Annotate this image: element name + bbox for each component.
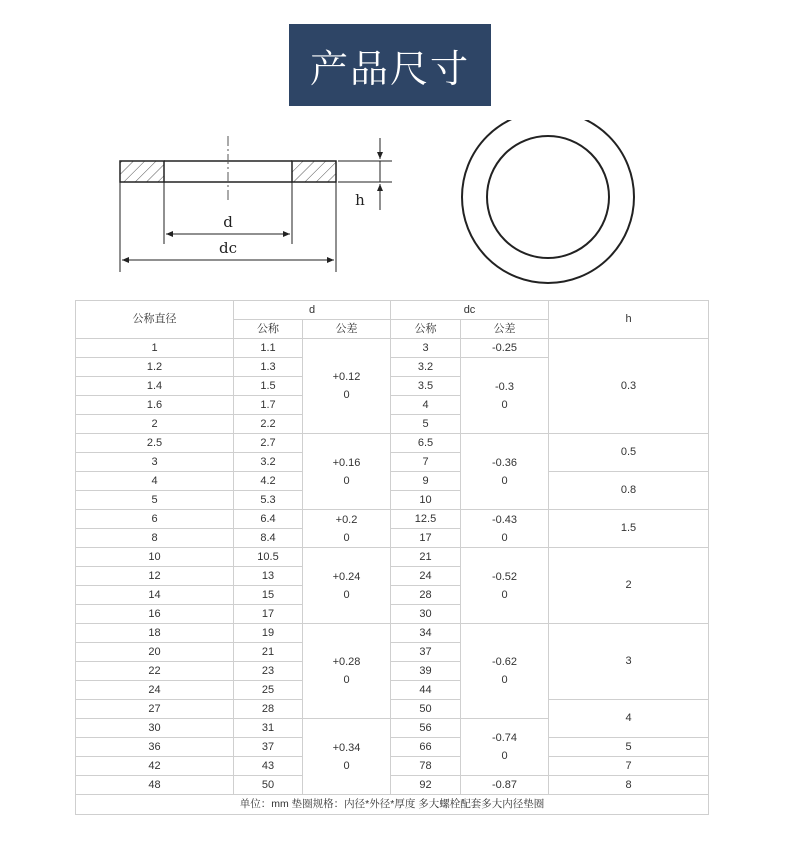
- label-dc: dc: [218, 239, 238, 257]
- cell-d-nominal: 2.2: [234, 415, 303, 434]
- cell-dc-nominal: 12.5: [391, 510, 461, 529]
- cell-nominal-diameter: 5: [76, 491, 234, 510]
- cell-dc-nominal: 66: [391, 738, 461, 757]
- cell-dc-tolerance: [461, 719, 549, 776]
- cell-dc-tolerance: [461, 624, 549, 719]
- cell-nominal-diameter: 30: [76, 719, 234, 738]
- cell-d-nominal: 10.5: [234, 548, 303, 567]
- cell-nominal-diameter: 27: [76, 700, 234, 719]
- cell-d-nominal: 3.2: [234, 453, 303, 472]
- table-row: [76, 738, 709, 757]
- cell-d-nominal: 21: [234, 643, 303, 662]
- cell-dc-nominal: 6.5: [391, 434, 461, 453]
- page-title: 产品尺寸: [309, 46, 470, 91]
- cell-d-nominal: 8.4: [234, 529, 303, 548]
- cell-dc-tolerance-lower: 0: [501, 398, 508, 411]
- cell-h: 4: [549, 700, 709, 738]
- cell-nominal-diameter: 22: [76, 662, 234, 681]
- cell-dc-nominal: 78: [391, 757, 461, 776]
- header-h: h: [549, 301, 709, 339]
- cell-d-nominal: 1.1: [234, 339, 303, 358]
- cell-nominal-diameter: 6: [76, 510, 234, 529]
- cell-d-nominal: 43: [234, 757, 303, 776]
- table-row: [76, 434, 709, 453]
- cell-dc-nominal: 28: [391, 586, 461, 605]
- cell-d-nominal: 28: [234, 700, 303, 719]
- cell-dc-nominal: 5: [391, 415, 461, 434]
- cell-d-nominal: 23: [234, 662, 303, 681]
- header-dc-nominal: 公称: [391, 320, 461, 339]
- header-d-tolerance: 公差: [303, 320, 391, 339]
- cell-dc-tolerance-lower: 0: [501, 588, 508, 601]
- cell-dc-tolerance: [461, 548, 549, 624]
- cell-nominal-diameter: 18: [76, 624, 234, 643]
- washer-diagram: [0, 120, 790, 290]
- cell-h: 0.8: [549, 472, 709, 510]
- cell-d-tolerance-upper: +0.12: [332, 371, 361, 383]
- cell-dc-tolerance: [461, 776, 549, 795]
- cell-nominal-diameter: 1.6: [76, 396, 234, 415]
- cell-nominal-diameter: 14: [76, 586, 234, 605]
- cell-dc-nominal: 3.2: [391, 358, 461, 377]
- table-row: [76, 624, 709, 643]
- header-nominal-diameter: 公称直径: [76, 301, 234, 339]
- cell-dc-tolerance-upper: -0.3: [495, 380, 514, 393]
- cell-nominal-diameter: 1.2: [76, 358, 234, 377]
- label-d: d: [223, 213, 233, 231]
- cell-dc-tolerance: [461, 339, 549, 358]
- cell-dc-nominal: 21: [391, 548, 461, 567]
- cell-dc-nominal: 39: [391, 662, 461, 681]
- cell-d-tolerance: [303, 548, 391, 624]
- right-section: [292, 161, 336, 182]
- footnote: 单位：mm 垫圈规格：内径*外径*厚度 多大螺栓配套多大内径垫圈: [76, 795, 709, 815]
- cell-h: 1.5: [549, 510, 709, 548]
- cell-d-tolerance-upper: +0.24: [332, 570, 361, 583]
- cell-d-tolerance-lower: 0: [343, 674, 350, 686]
- cell-nominal-diameter: 1.4: [76, 377, 234, 396]
- cell-dc-tolerance-lower: 0: [501, 474, 508, 487]
- cell-d-nominal: 5.3: [234, 491, 303, 510]
- cell-dc-nominal: 9: [391, 472, 461, 491]
- cell-d-tolerance-upper: +0.2: [335, 513, 358, 526]
- cell-d-nominal: 50: [234, 776, 303, 795]
- cell-dc-nominal: 3: [391, 339, 461, 358]
- footnote-row: [76, 795, 709, 815]
- cell-dc-nominal: 3.5: [391, 377, 461, 396]
- cell-dc-nominal: 44: [391, 681, 461, 700]
- cell-d-nominal: 25: [234, 681, 303, 700]
- cell-nominal-diameter: 10: [76, 548, 234, 567]
- cell-dc-tolerance: [461, 510, 549, 548]
- table-row: [76, 339, 709, 358]
- spec-table: [75, 300, 709, 815]
- cell-d-nominal: 19: [234, 624, 303, 643]
- top-view: [462, 120, 634, 283]
- cell-nominal-diameter: 48: [76, 776, 234, 795]
- cell-dc-nominal: 30: [391, 605, 461, 624]
- cell-d-nominal: 1.5: [234, 377, 303, 396]
- cell-d-nominal: 2.7: [234, 434, 303, 453]
- table-row: [76, 548, 709, 567]
- cell-dc-nominal: 92: [391, 776, 461, 795]
- cell-nominal-diameter: 8: [76, 529, 234, 548]
- cell-dc-nominal: 10: [391, 491, 461, 510]
- cell-dc-nominal: 24: [391, 567, 461, 586]
- inner-circle: [487, 136, 609, 258]
- cell-d-tolerance-lower: 0: [343, 389, 350, 401]
- cell-dc-tolerance: [461, 358, 549, 434]
- cell-d-tolerance-lower: 0: [343, 588, 350, 601]
- cell-d-nominal: 1.7: [234, 396, 303, 415]
- cell-d-tolerance: [303, 510, 391, 548]
- cell-h: 7: [549, 757, 709, 776]
- cell-d-tolerance-upper: +0.34: [332, 741, 361, 754]
- cell-dc-tolerance-upper: -0.62: [491, 656, 518, 668]
- cell-h: 8: [549, 776, 709, 795]
- table-row: [76, 757, 709, 776]
- cell-d-nominal: 1.3: [234, 358, 303, 377]
- header-row: [76, 301, 709, 320]
- header-dc-tolerance: 公差: [461, 320, 549, 339]
- label-h: h: [355, 191, 365, 209]
- cell-d-tolerance: [303, 339, 391, 434]
- cell-dc-tolerance: [461, 434, 549, 510]
- cell-dc-tolerance-upper: -0.87: [491, 779, 518, 791]
- cell-dc-nominal: 34: [391, 624, 461, 643]
- cell-dc-tolerance-lower: 0: [501, 531, 508, 544]
- header-dc: dc: [391, 301, 549, 320]
- table-row: [76, 472, 709, 491]
- cell-nominal-diameter: 20: [76, 643, 234, 662]
- side-view: [120, 136, 392, 272]
- cell-dc-nominal: 56: [391, 719, 461, 738]
- cell-nominal-diameter: 42: [76, 757, 234, 776]
- cell-dc-tolerance-lower: 0: [501, 674, 508, 686]
- cell-nominal-diameter: 12: [76, 567, 234, 586]
- cell-d-nominal: 13: [234, 567, 303, 586]
- cell-d-tolerance-upper: +0.16: [332, 456, 361, 469]
- cell-dc-nominal: 50: [391, 700, 461, 719]
- cell-d-nominal: 31: [234, 719, 303, 738]
- cell-nominal-diameter: 1: [76, 339, 234, 358]
- cell-nominal-diameter: 2.5: [76, 434, 234, 453]
- table-row: [76, 700, 709, 719]
- cell-d-nominal: 15: [234, 586, 303, 605]
- header-d-nominal: 公称: [234, 320, 303, 339]
- cell-nominal-diameter: 2: [76, 415, 234, 434]
- cell-dc-tolerance-upper: -0.52: [491, 570, 518, 583]
- cell-dc-tolerance-upper: -0.36: [491, 456, 518, 469]
- cell-dc-tolerance-upper: -0.43: [491, 513, 518, 526]
- cell-d-tolerance: [303, 624, 391, 719]
- cell-d-tolerance-upper: +0.28: [332, 656, 361, 668]
- table-row: [76, 510, 709, 529]
- cell-nominal-diameter: 16: [76, 605, 234, 624]
- cell-h: 3: [549, 624, 709, 700]
- cell-d-nominal: 17: [234, 605, 303, 624]
- cell-nominal-diameter: 3: [76, 453, 234, 472]
- cell-d-tolerance-lower: 0: [343, 474, 350, 487]
- cell-h: 0.5: [549, 434, 709, 472]
- cell-dc-tolerance-upper: -0.74: [491, 732, 518, 744]
- cell-dc-nominal: 7: [391, 453, 461, 472]
- cell-h: 2: [549, 548, 709, 624]
- cell-d-tolerance-lower: 0: [343, 531, 350, 544]
- left-section: [120, 161, 164, 182]
- cell-dc-nominal: 4: [391, 396, 461, 415]
- cell-dc-tolerance-lower: 0: [501, 750, 508, 762]
- header-d: d: [234, 301, 391, 320]
- cell-d-nominal: 6.4: [234, 510, 303, 529]
- cell-d-nominal: 37: [234, 738, 303, 757]
- title-banner: [289, 24, 491, 106]
- cell-h: 0.3: [549, 339, 709, 434]
- cell-d-tolerance: [303, 434, 391, 510]
- cell-nominal-diameter: 4: [76, 472, 234, 491]
- cell-nominal-diameter: 36: [76, 738, 234, 757]
- cell-d-tolerance: [303, 719, 391, 795]
- cell-h: 5: [549, 738, 709, 757]
- cell-nominal-diameter: 24: [76, 681, 234, 700]
- cell-d-nominal: 4.2: [234, 472, 303, 491]
- cell-dc-nominal: 37: [391, 643, 461, 662]
- cell-d-tolerance-lower: 0: [343, 759, 350, 772]
- cell-dc-tolerance-upper: -0.25: [491, 342, 518, 354]
- table-row: [76, 776, 709, 795]
- cell-dc-nominal: 17: [391, 529, 461, 548]
